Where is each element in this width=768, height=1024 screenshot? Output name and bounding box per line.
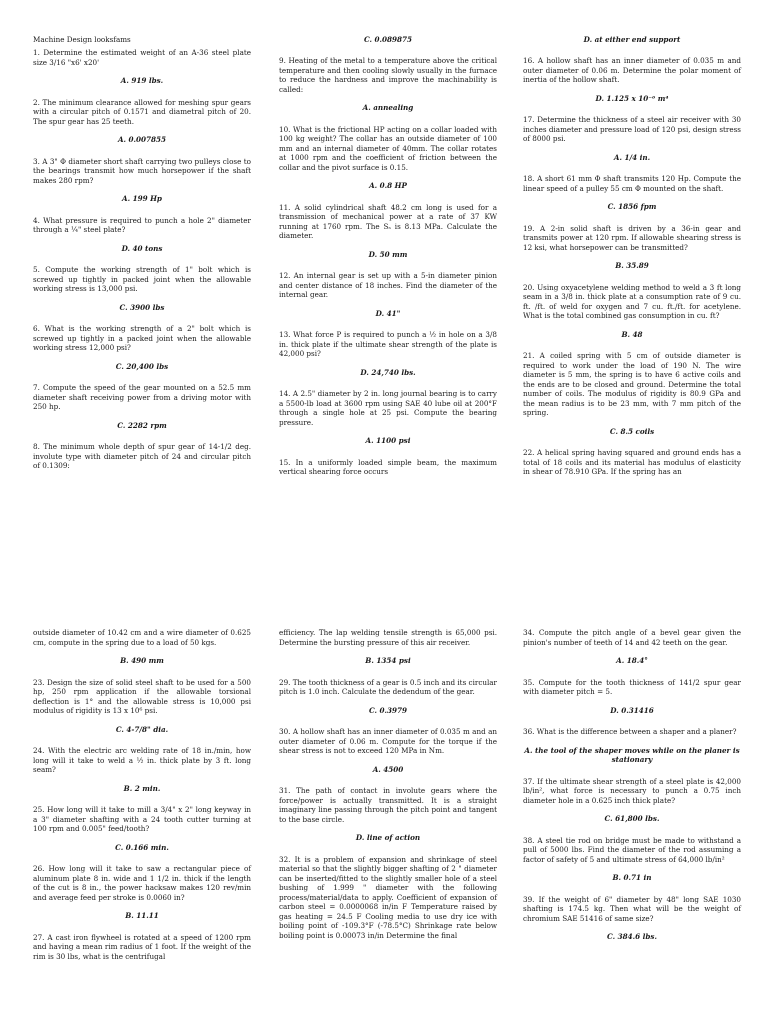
question-text: 9. Heating of the metal to a temperature above the critical temperature and then cooling slowly usually in the furnace to reduce the hardness and improve the machinability is called:: [279, 56, 497, 94]
page-2: [0, 622, 768, 1024]
question-text: 16. A hollow shaft has an inner diameter of 0.035 m and outer diameter of 0.06 m. Determine the polar moment of inertia of the hollow shaft.: [523, 56, 741, 84]
answer-text: A. 1/4 in.: [613, 152, 651, 162]
question-text: efficiency. The lap welding tensile strength is 65,000 psi. Determine the bursting pressure of this air receiver.: [279, 628, 497, 647]
answer-text: B. 35.89: [615, 261, 649, 270]
question-text: 6. What is the working strength of a 2" bolt which is screwed up tightly in a packed joint when the allowable working stress 12,000 psi?: [33, 324, 251, 352]
answer-text: D. 50 mm: [368, 249, 408, 259]
answer-text: A. 0.007855: [117, 135, 167, 144]
answer-text: C. 3900 lbs: [119, 302, 165, 312]
question-text: 5. Compute the working strength of 1" bolt which is screwed up tightly in packed joint when the allowable working stress is 13,000 psi.: [33, 265, 251, 293]
question-text: 3. A 3" Φ diameter short shaft carrying two pulleys close to the bearings transmit how much horsepower if the shaft makes 280 rpm?: [33, 156, 251, 185]
question-text: 29. The tooth thickness of a gear is 0.5 inch and its circular pitch is 1.0 inch. Calculate the dedendum of the gear.: [279, 677, 497, 696]
question-text: 4. What pressure is required to punch a hole 2" diameter through a ¼" steel plate?: [33, 215, 251, 234]
question-text: 14. A 2.5" diameter by 2 in. long journal bearing is to carry a 5500-lb load at 3600 rpm using SAE 40 lube oil at 200°F through a single hole at 25 psi. Compute the bearing pressure.: [279, 389, 497, 427]
column-1: [33, 34, 251, 471]
answer-text: B. 11.11: [125, 911, 159, 920]
question-text: 12. An internal gear is set up with a 5-in diameter pinion and center distance of 18 inches. Find the diameter of the internal gear.: [279, 271, 497, 299]
answer-text: A. 18.4°: [616, 656, 648, 665]
answer-text: A. annealing: [362, 103, 414, 112]
column-1: [33, 628, 251, 961]
column-3: [523, 34, 741, 477]
question-text: 36. What is the difference between a shaper and a planer?: [523, 727, 737, 736]
column-2: [279, 34, 497, 477]
question-text: 39. If the weight of 6" diameter by 48" long SAE 1030 shafting is 174.5 kg. Then what will be the weight of chromium SAE 51416 of same size?: [523, 894, 741, 923]
answer-text: D. 41": [375, 308, 401, 318]
question-text: 32. It is a problem of expansion and shrinkage of steel material so that the slightly bigger shafting of 2 " diameter can be inserted/fitted to the slightly smaller hole of a steel bushing of 1.999 " diameter with the following process/material/data to apply. Coefficient of expansion of carbon steel = 0.0000068 in/in F Temperature raised by gas heating = 24.5 F Cooling media to use dry ice with boiling point of -109.3°F (-78.5°C) Shrinkage rate below boiling point is 0.00073 in/in Determine the final: [279, 854, 497, 940]
answer-text: B. 2 min.: [123, 783, 161, 793]
question-text: 7. Compute the speed of the gear mounted on a 52.5 mm diameter shaft receiving power from a driving motor with 250 hp.: [33, 383, 251, 411]
question-text: 15. In a uniformly loaded simple beam, the maximum vertical shearing force occurs: [279, 457, 497, 476]
answer-text: D. 24,740 lbs.: [360, 367, 416, 377]
document-title: Machine Design looksfams: [33, 35, 131, 44]
answer-text: C. 384.6 lbs.: [607, 932, 657, 941]
answer-text: A. 919 lbs.: [120, 76, 164, 85]
question-text: 21. A coiled spring with 5 cm of outside diameter is required to work under the load of 190 N. The wire diameter is 5 mm, the spring is to have 6 active coils and the ends are to be closed and ground. Determine the total number of coils. The modulus of rigidity is 80.9 GPa and the mean radius is to be 23 mm, with 7 mm pitch of the spring.: [523, 351, 741, 417]
column-3: [523, 628, 741, 954]
question-text: 26. How long will it take to saw a rectangular piece of aluminum plate 8 in. wide and 1 1/2 in. thick if the length of the cut is 8 in., the power hacksaw makes 120 rev/min and average feed per stroke is 0.0060 in?: [33, 864, 251, 902]
question-text: 1. Determine the estimated weight of an A-36 steel plate size 3/16 "x6' x20': [33, 48, 251, 67]
carryover-answer-col3: D. at either end support: [583, 35, 681, 44]
question-text: 37. If the ultimate shear strength of a steel plate is 42,000 lb/in², what force is necessary to punch a 0.75 inch diameter hole in a 0.625 inch thick plate?: [523, 776, 741, 805]
question-text: 18. A short 61 mm Φ shaft transmits 120 Hp. Compute the linear speed of a pulley 55 cm Φ mounted on the shaft.: [523, 174, 741, 193]
question-text: 2. The minimum clearance allowed for meshing spur gears with a circular pitch of 0.1571 and diametral pitch of 20. The spur gear has 25 teeth.: [33, 97, 251, 126]
answer-text: A. 4500: [372, 764, 404, 774]
answer-text: A. 1100 psi: [365, 436, 411, 445]
answer-text: D. 40 tons: [121, 243, 163, 253]
answer-text: C. 0.3979: [368, 705, 408, 715]
question-text: 22. A helical spring having squared and ground ends has a total of 18 coils and its material has modulus of elasticity in shear of 78.910 GPa. If the spring has an: [523, 448, 741, 476]
answer-text: C. 61,800 lbs.: [604, 814, 660, 823]
answer-text: A. 0.8 HP: [369, 181, 407, 190]
answer-text: B. 48: [621, 329, 643, 339]
question-text: 20. Using oxyacetylene welding method to weld a 3 ft long seam in a 3/8 in. thick plate at a consumption rate of 9 cu. ft. /ft. of weld for oxygen and 7 cu. ft./ft. for acetylene. What is the total combined gas consumption in cu. ft?: [523, 282, 741, 320]
question-text: 23. Design the size of solid steel shaft to be used for a 500 hp, 250 rpm application if the allowable torsional deflection is 1° and the allowable stress is 10,000 psi modulus of rigidity is 13 x 10⁶ psi.: [33, 677, 251, 715]
question-text: 8. The minimum whole depth of spur gear of 14-1/2 deg. involute type with diameter pitch of 24 and circular pitch of 0.1309:: [33, 442, 251, 470]
question-text: 25. How long will it take to mill a 3/4" x 2" long keyway in a 3" diameter shafting with a 24 tooth cutter turning at 100 rpm and 0.005" feed/tooth?: [33, 805, 251, 833]
answer-text: B. 490 mm: [120, 656, 164, 665]
question-text: 11. A solid cylindrical shaft 48.2 cm long is used for a transmission of mechanical power at a rate of 37 KW running at 1760 rpm. The Sₛ is 8.13 MPa. Calculate the diameter.: [279, 202, 497, 240]
answer-text: C. 1856 fpm: [607, 202, 657, 211]
question-text: 34. Compute the pitch angle of a bevel gear given the pinion's number of teeth of 14 and 42 teeth on the gear.: [523, 628, 741, 647]
question-text: 38. A steel tie rod on bridge must be made to withstand a pull of 5000 lbs. Find the diameter of the rod assuming a factor of safety of 5 and ultimate stress of 64,000 lb/in²: [523, 835, 741, 864]
question-text: 10. What is the frictional HP acting on a collar loaded with 100 kg weight? The collar has an outside diameter of 100 mm and an internal diameter of 40mm. The collar rotates at 1000 rpm and the coefficient of friction between the collar and the pivot surface is 0.15.: [279, 124, 497, 172]
answer-text: B. 0.71 in: [612, 873, 652, 882]
carryover-answer-col2: C. 0.089875: [363, 35, 413, 44]
question-text: 31. The path of contact in involute gears where the force/power is actually transmitted. It is a straight imaginary line passing through the pitch point and tangent to the base circle.: [279, 786, 497, 824]
question-text: 24. With the electric arc welding rate of 18 in./min, how long will it take to weld a ½ in. thick plate by 3 ft. long seam?: [33, 746, 251, 774]
answer-text: C. 20,400 lbs: [115, 361, 169, 371]
answer-text: D. 0.31416: [610, 705, 654, 715]
question-text: 13. What force P is required to punch a ½ in hole on a 3/8 in. thick plate if the ultimate shear strength of the plate is 42,000 psi?: [279, 330, 497, 358]
question-text: 35. Compute for the tooth thickness of 141/2 spur gear with diameter pitch = 5.: [523, 677, 741, 696]
question-text: 19. A 2-in solid shaft is driven by a 36-in gear and transmits power at 120 rpm. If allowable shearing stress is 12 ksi, what horsepower can be transmitted?: [523, 223, 741, 252]
question-text: 30. A hollow shaft has an inner diameter of 0.035 m and an outer diameter of 0.06 m. Compute for the torque if the shear stress is not to exceed 120 MPa in Nm.: [279, 727, 497, 755]
column-2: [279, 628, 497, 940]
answer-text: B. 1354 psi: [365, 656, 411, 665]
answer-text: C. 0.166 min.: [115, 842, 169, 852]
answer-text: D. 1.125 x 10⁻⁶ m⁴: [595, 93, 669, 103]
page-break: [0, 610, 768, 620]
answer-text: D. line of action: [355, 833, 421, 842]
answer-text: C. 4-7/8" dia.: [115, 724, 169, 734]
answer-text: A. 199 Hp: [122, 194, 162, 203]
question-text: outside diameter of 10.42 cm and a wire diameter of 0.625 cm, compute in the spring due to a load of 50 kgs.: [33, 628, 251, 647]
answer-text: C. 8.5 coils: [609, 426, 655, 436]
answer-text: C. 2282 rpm: [117, 420, 167, 430]
answer-text: A. the tool of the shaper moves while on the planer is stationary: [524, 745, 740, 764]
question-text: 17. Determine the thickness of a steel air receiver with 30 inches diameter and pressure load of 120 psi, design stress of 8000 psi.: [523, 115, 741, 143]
question-text: 27. A cast iron flywheel is rotated at a speed of 1200 rpm and having a mean rim radius of 1 foot. If the weight of the rim is 30 lbs, what is the centrifugal: [33, 932, 251, 961]
